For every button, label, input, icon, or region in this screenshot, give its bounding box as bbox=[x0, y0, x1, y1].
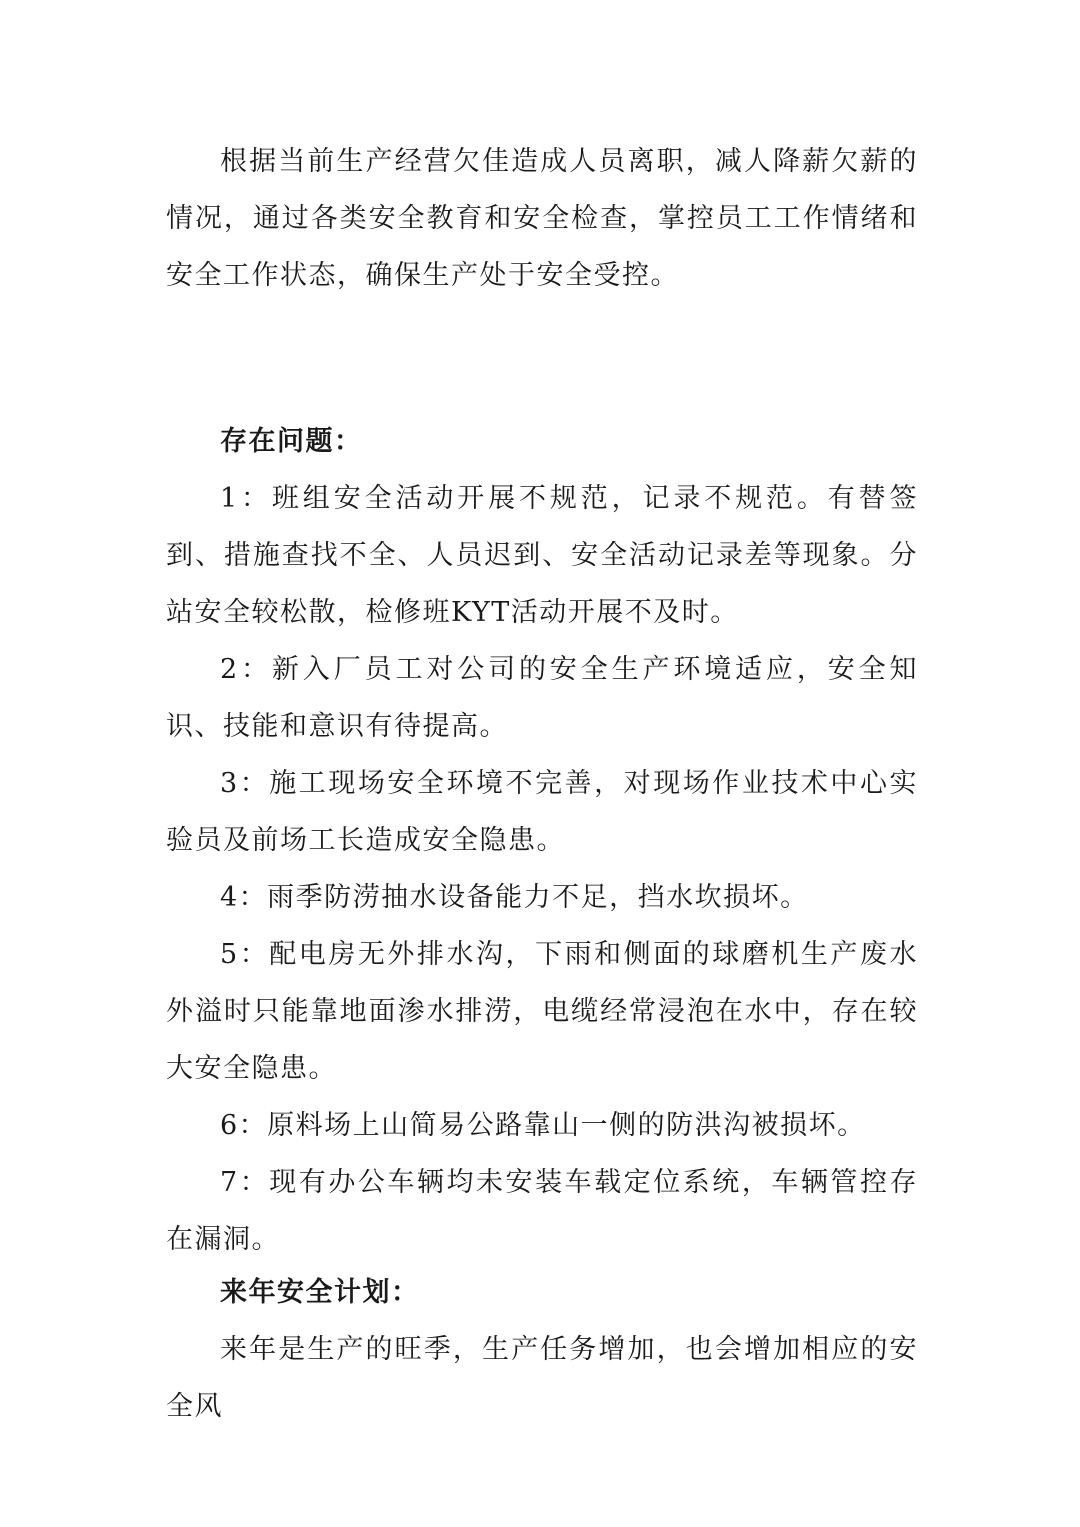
issue-item: 6：原料场上山简易公路靠山一侧的防洪沟被损坏。 bbox=[220, 1110, 866, 1141]
issues-heading: 存在问题： bbox=[220, 426, 363, 457]
plan-section bbox=[166, 1264, 918, 1435]
plan-heading: 来年安全计划： bbox=[220, 1277, 420, 1308]
issue-item: 7：现有办公车辆均未安装车载定位系统，车辆管控存在漏洞。 bbox=[166, 1167, 918, 1255]
issue-item: 1：班组安全活动开展不规范，记录不规范。有替签到、措施查找不全、人员迟到、安全活动记录差等现象。分站安全较松散，检修班KYT活动开展不及时。 bbox=[166, 483, 918, 628]
issue-item: 5：配电房无外排水沟，下雨和侧面的球磨机生产废水外溢时只能靠地面渗水排涝，电缆经常浸泡在水中，存在较大安全隐患。 bbox=[166, 939, 918, 1084]
intro-section bbox=[166, 133, 918, 304]
issue-item: 3：施工现场安全环境不完善，对现场作业技术中心实验员及前场工长造成安全隐患。 bbox=[166, 768, 918, 856]
issue-item: 4：雨季防涝抽水设备能力不足，挡水坎损坏。 bbox=[220, 882, 809, 913]
intro-paragraph: 根据当前生产经营欠佳造成人员离职，减人降薪欠薪的情况，通过各类安全教育和安全检查，掌控员工工作情绪和安全工作状态，确保生产处于安全受控。 bbox=[166, 146, 918, 291]
plan-paragraph: 来年是生产的旺季，生产任务增加，也会增加相应的安全风 bbox=[166, 1334, 918, 1422]
issue-item: 2：新入厂员工对公司的安全生产环境适应，安全知识、技能和意识有待提高。 bbox=[166, 654, 918, 742]
issues-section bbox=[166, 413, 918, 1268]
